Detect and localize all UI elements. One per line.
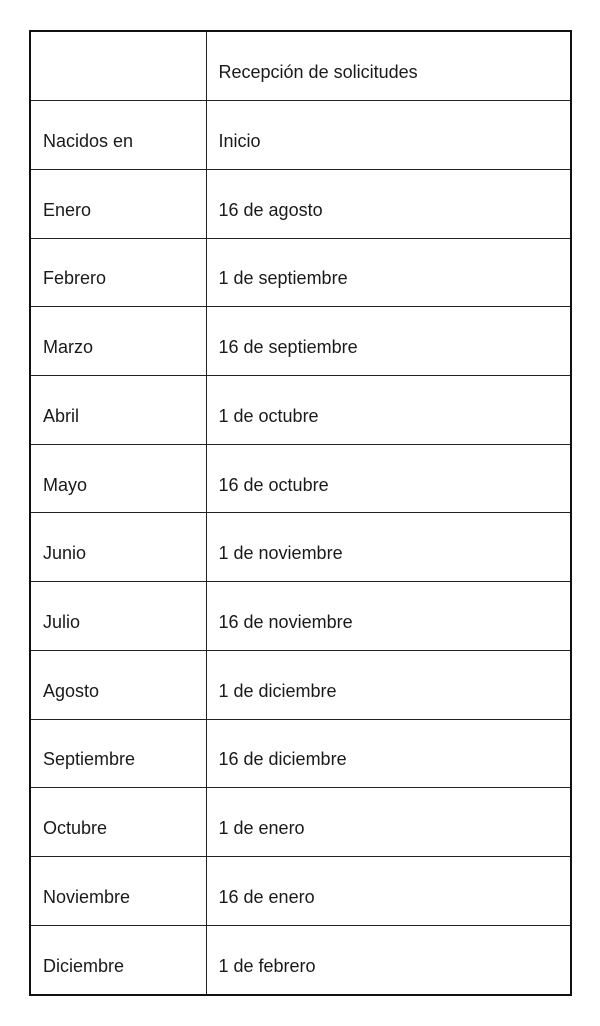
application-schedule-table [31, 32, 570, 994]
table-subheader-row [31, 101, 570, 170]
table-row [31, 788, 570, 857]
cell-start-date: 16 de octubre [206, 444, 570, 513]
schedule-table-frame [29, 30, 572, 996]
cell-start-date: 1 de febrero [206, 925, 570, 994]
table-row [31, 582, 570, 651]
table-row [31, 238, 570, 307]
cell-start-date: 16 de enero [206, 856, 570, 925]
cell-month: Diciembre [31, 925, 206, 994]
table-corner-cell [31, 32, 206, 101]
cell-start-date: 1 de diciembre [206, 650, 570, 719]
table-row [31, 376, 570, 445]
table-row [31, 719, 570, 788]
table-row [31, 169, 570, 238]
cell-start-date: 1 de enero [206, 788, 570, 857]
cell-month: Agosto [31, 650, 206, 719]
column-header-birth-month: Nacidos en [31, 101, 206, 170]
table-row [31, 925, 570, 994]
cell-month: Enero [31, 169, 206, 238]
cell-month: Junio [31, 513, 206, 582]
table-row [31, 513, 570, 582]
cell-month: Julio [31, 582, 206, 651]
cell-month: Mayo [31, 444, 206, 513]
cell-start-date: 16 de noviembre [206, 582, 570, 651]
cell-start-date: 1 de septiembre [206, 238, 570, 307]
table-row [31, 856, 570, 925]
cell-start-date: 1 de noviembre [206, 513, 570, 582]
cell-month: Octubre [31, 788, 206, 857]
cell-start-date: 16 de septiembre [206, 307, 570, 376]
table-row [31, 444, 570, 513]
cell-month: Septiembre [31, 719, 206, 788]
cell-month: Febrero [31, 238, 206, 307]
cell-month: Abril [31, 376, 206, 445]
cell-start-date: 1 de octubre [206, 376, 570, 445]
column-header-start: Inicio [206, 101, 570, 170]
cell-month: Marzo [31, 307, 206, 376]
cell-month: Noviembre [31, 856, 206, 925]
table-row [31, 650, 570, 719]
table-row [31, 307, 570, 376]
cell-start-date: 16 de agosto [206, 169, 570, 238]
table-header-row [31, 32, 570, 101]
table-group-title: Recepción de solicitudes [206, 32, 570, 101]
cell-start-date: 16 de diciembre [206, 719, 570, 788]
